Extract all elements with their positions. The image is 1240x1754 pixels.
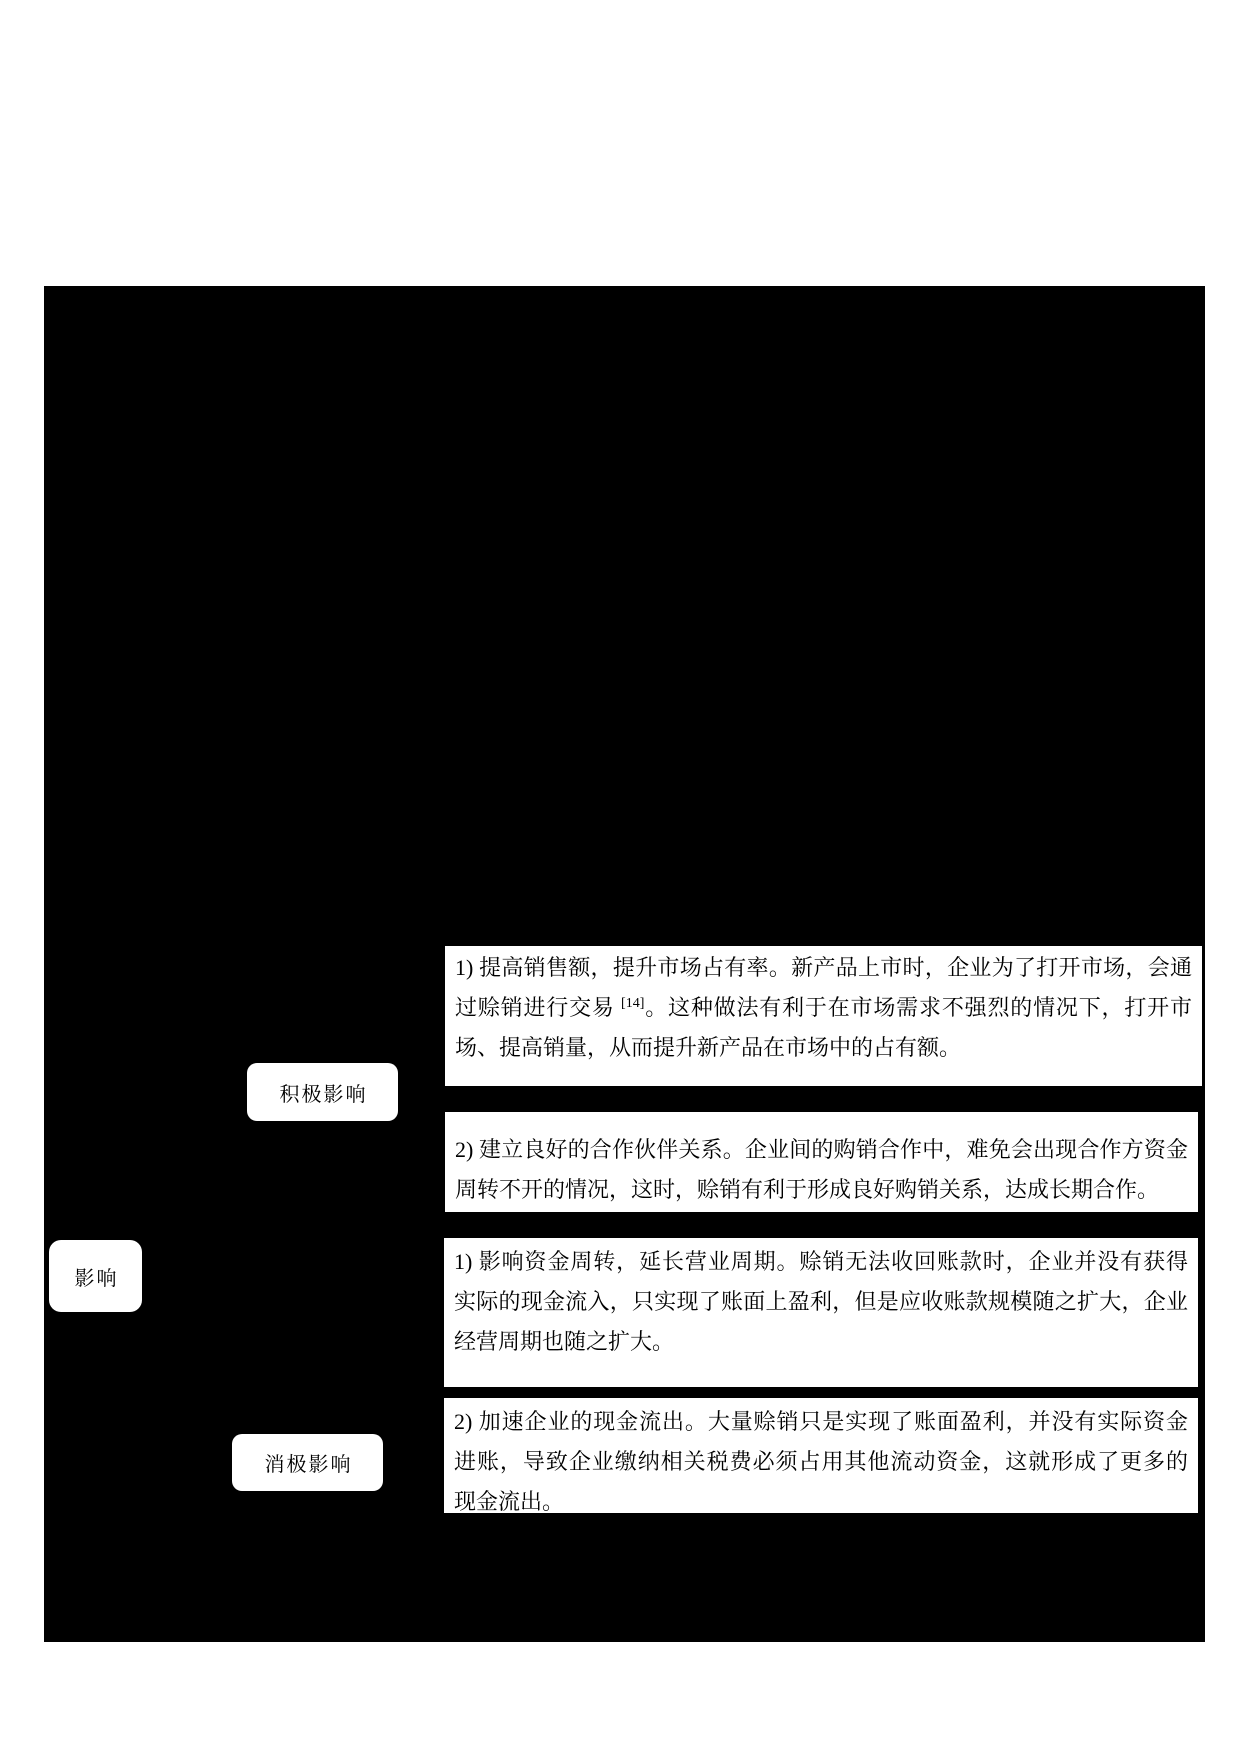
- text-line: 经营周期也随之扩大。: [454, 1329, 675, 1354]
- textbox-negative-1: [444, 1238, 1198, 1387]
- node-negative-label: 消极影响: [264, 1454, 353, 1476]
- text-segment: 。这种做法有利于在市场需求不强烈的情况下，打开市: [644, 995, 1192, 1020]
- text-line: 2) 加速企业的现金流出。大量赊销只是实现了账面盈利，并没有实际资金: [454, 1409, 1188, 1434]
- node-root-label: 影响: [74, 1267, 119, 1290]
- node-negative-influence: [232, 1434, 383, 1491]
- node-positive-influence: [247, 1063, 398, 1121]
- text-line: 2) 建立良好的合作伙伴关系。企业间的购销合作中，难免会出现合作方资金: [455, 1137, 1188, 1162]
- textbox-positive-2: [445, 1112, 1198, 1212]
- figure-diagram: [44, 286, 1205, 1642]
- textbox-positive-1: [445, 946, 1202, 1086]
- node-root-influence: [49, 1240, 142, 1312]
- text-line: 周转不开的情况，这时，赊销有利于形成良好购销关系，达成长期合作。: [455, 1177, 1160, 1202]
- text-segment: 过赊销进行交易: [455, 995, 622, 1020]
- reference-superscript: [14]: [621, 996, 645, 1011]
- text-line: 进账，导致企业缴纳相关税费必须占用其他流动资金，这就形成了更多的: [454, 1449, 1188, 1474]
- text-line: 场、提高销量，从而提升新产品在市场中的占有额。: [455, 1035, 962, 1060]
- text-line: 实际的现金流入，只实现了账面上盈利，但是应收账款规模随之扩大，企业: [454, 1289, 1188, 1314]
- text-line: 现金流出。: [454, 1489, 565, 1513]
- node-positive-label: 积极影响: [279, 1083, 368, 1106]
- textbox-negative-2: [444, 1398, 1198, 1513]
- text-line: 1) 影响资金周转，延长营业周期。赊销无法收回账款时，企业并没有获得: [454, 1249, 1188, 1274]
- text-line: [455, 988, 1192, 1028]
- text-line: 1) 提高销售额，提升市场占有率。新产品上市时，企业为了打开市场，会通: [455, 955, 1192, 980]
